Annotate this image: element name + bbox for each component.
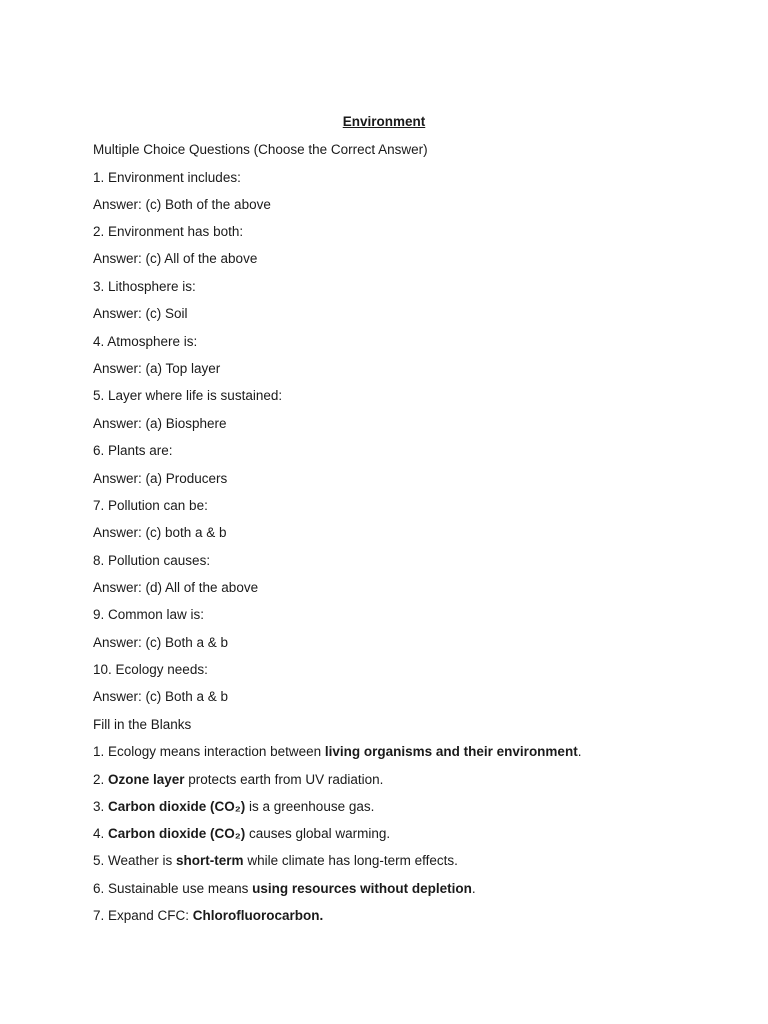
mcq-question: 6. Plants are: [93, 443, 173, 458]
fill-item-text: 6. Sustainable use means [93, 881, 253, 896]
mcq-heading: Multiple Choice Questions (Choose the Correct Answer) [93, 142, 428, 157]
mcq-answer: Answer: (a) Biosphere [93, 416, 227, 431]
fill-item-text: 3. [93, 799, 109, 814]
fill-item-text: 7. Expand CFC: [93, 908, 193, 923]
mcq-answer: Answer: (c) All of the above [93, 251, 258, 266]
mcq-question: 8. Pollution causes: [93, 553, 211, 568]
mcq-answer: Answer: (d) All of the above [93, 580, 259, 595]
fill-item [93, 771, 383, 789]
mcq-question: 1. Environment includes: [93, 170, 241, 185]
mcq-question: 3. Lithosphere is: [93, 279, 196, 294]
fill-item [93, 743, 581, 761]
mcq-question: 4. Atmosphere is: [93, 334, 198, 349]
fill-item-text: protects earth from UV radiation. [184, 772, 384, 787]
mcq-question: 9. Common law is: [93, 607, 205, 622]
fill-heading: Fill in the Blanks [93, 717, 192, 732]
mcq-answer: Answer: (a) Producers [93, 471, 228, 486]
fill-item-text: . [471, 881, 476, 896]
fill-item-text: . [577, 744, 582, 759]
mcq-answer: Answer: (c) Both a & b [93, 689, 229, 704]
fill-item-answer: Ozone layer [108, 772, 185, 787]
mcq-answer: Answer: (c) Soil [93, 306, 188, 321]
mcq-answer: Answer: (a) Top layer [93, 361, 221, 376]
fill-item-answer: using resources without depletion [252, 881, 472, 896]
fill-item-answer: Chlorofluorocarbon. [192, 908, 324, 923]
mcq-question: 10. Ecology needs: [93, 662, 208, 677]
mcq-question: 7. Pollution can be: [93, 498, 208, 513]
fill-item-answer: short-term [176, 853, 244, 868]
fill-item-text: 1. Ecology means interaction between [93, 744, 325, 759]
fill-item [93, 880, 476, 898]
mcq-question: 5. Layer where life is sustained: [93, 388, 283, 403]
mcq-answer: Answer: (c) Both a & b [93, 635, 229, 650]
fill-item [93, 798, 374, 816]
fill-item-text: 4. [93, 826, 109, 841]
mcq-answer: Answer: (c) Both of the above [93, 197, 271, 212]
fill-item-answer: Carbon dioxide (CO₂) [108, 799, 246, 814]
fill-item-answer: living organisms and their environment [324, 744, 578, 759]
fill-item-answer: Carbon dioxide (CO₂) [108, 826, 246, 841]
fill-item-text: 2. [93, 772, 109, 787]
mcq-question: 2. Environment has both: [93, 224, 244, 239]
fill-item [93, 907, 323, 925]
fill-item-text: 5. Weather is [93, 853, 177, 868]
page-title: Environment [342, 114, 426, 129]
fill-item-text: while climate has long-term effects. [243, 853, 458, 868]
fill-item-text: is a greenhouse gas. [245, 799, 375, 814]
fill-item [93, 852, 458, 870]
fill-item [93, 825, 390, 843]
mcq-answer: Answer: (c) both a & b [93, 525, 227, 540]
fill-item-text: causes global warming. [245, 826, 391, 841]
